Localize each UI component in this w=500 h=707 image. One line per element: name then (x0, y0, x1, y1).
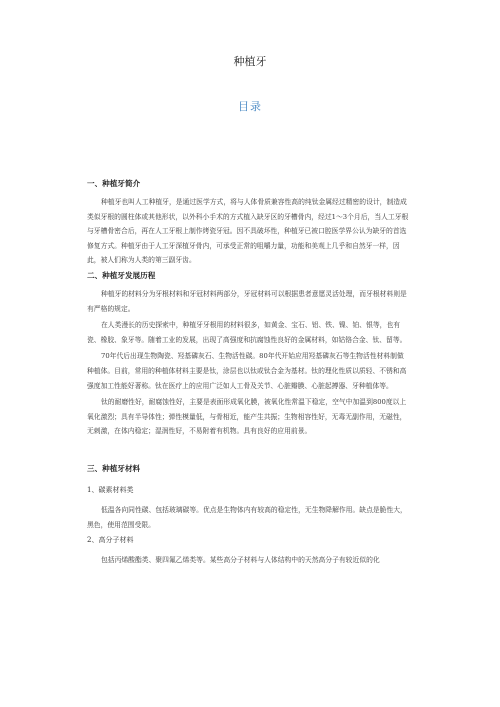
toc-heading[interactable]: 目录 (238, 100, 262, 113)
paragraph: 包括丙烯酸酯类、聚四氟乙烯类等。某些高分子材料与人体结构中的天然高分子有较近似的化 (101, 556, 380, 565)
section-heading-intro: 一、种植牙简介 (87, 179, 141, 188)
document-title: 种植牙 (233, 55, 267, 68)
section-heading-history: 二、种植牙发展历程 (87, 270, 156, 280)
section-heading-materials: 三、种植牙材料 (87, 463, 141, 473)
paragraph: 种植牙的材料分为牙根材料和牙冠材料两部分，牙冠材料可以根据患者意愿灵活处理，而牙根材料则是有严格的规定。 (87, 289, 407, 313)
paragraph: 在人类漫长的历史探索中，种植牙牙根用的材料很多，如黄金、宝石、铝、铁、镍、铂、银等，也有瓷、橡胶、象牙等。随着工业的发展，出现了高强度和抗腐蚀性良好的金属材料，如钴铬合金、钛、留等。 (87, 321, 407, 344)
subsection-heading: 2、高分子材料 (87, 536, 134, 545)
paragraph: 种植牙也叫人工种植牙，是通过医学方式，将与人体骨质兼容性高的纯钛金属经过精密的设计，制造成类似牙根的圆柱体或其他形状，以外科小手术的方式植入缺牙区的牙槽骨内，经过1〜3个月后，当人工牙根与牙槽骨密合后，再在人工牙根上制作烤瓷牙冠。因不具破坏性，种植牙已被口腔医学界公认为缺牙的首选修复方式。种植牙由于人工牙深植牙骨内，可承受正常的咀嚼力量，功能和美观上几乎和自然牙一样，因此，被人们称为人类的第三副牙齿。 (87, 198, 409, 265)
subsection-heading: 1、碳素材料类 (87, 485, 134, 494)
paragraph: 钛的耐磨性好，耐腐蚀性好，主要是表面形成氧化膜，被氧化性常温下稳定，空气中加温到800度以上氧化激烈；具有半导体性；弹性模量低，与骨相近，能产生共振；生物相容性好，无毒无副作用，无磁性，无刺激，在体内稳定；湿润性好，不易附着有机物。具有良好的应用前景。 (87, 398, 407, 436)
paragraph: 70年代后出现生物陶瓷、羟基磷灰石、生物活性碳。80年代开始应用羟基磷灰石等生物活性材料制做种植体。目前，常用的种植体材料主要是钛，涂层也以钛或钛合金为基材。钛的理化性质以质轻、不锈和高强度加工性能好著称。钛在医疗上的应用广泛如人工骨及关节、心脏瓣膜、心脏起搏器、牙种植体等。 (87, 352, 407, 390)
paragraph: 低温各向同性碳、包括玻璃碳等。优点是生物体内有较高的稳定性，无生物降解作用。缺点是脆性大，黑色，使用范围受限。 (87, 505, 407, 529)
document-body (87, 178, 410, 568)
